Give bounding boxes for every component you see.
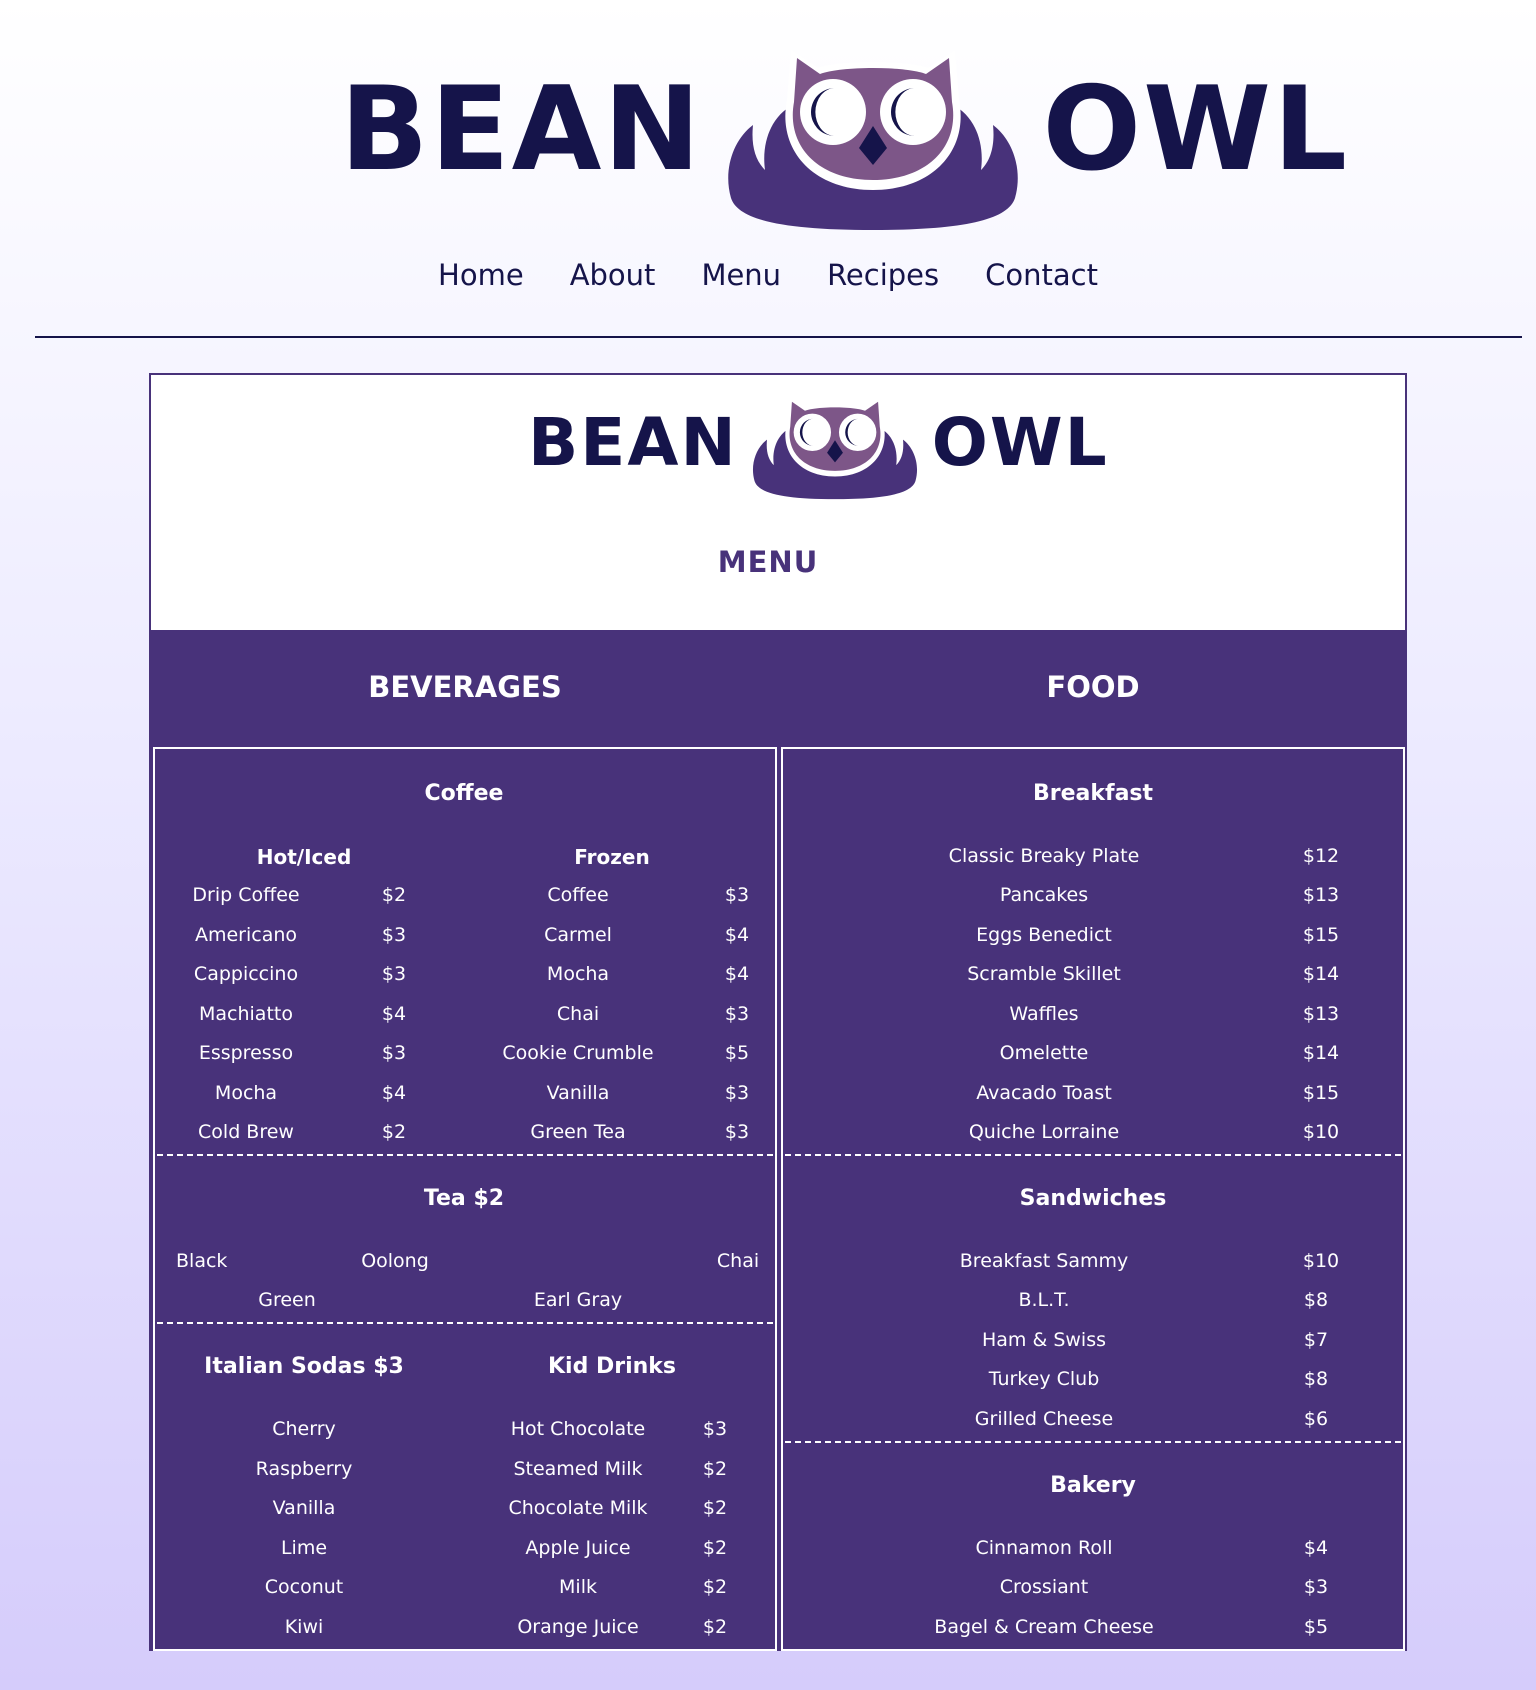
menu-item-price: $3 <box>381 963 407 985</box>
divider <box>785 1441 1401 1443</box>
menu-item-name: Cappiccino <box>193 963 299 985</box>
menu-item-price: $6 <box>1303 1408 1329 1430</box>
menu-item-price: $12 <box>1302 845 1340 867</box>
frozen-heading: Frozen <box>574 845 650 869</box>
coffee-heading: Coffee <box>424 781 504 806</box>
menu-item-price: $3 <box>724 1121 750 1143</box>
italian-sodas-heading: Italian Sodas $3 <box>204 1354 404 1379</box>
menu-item-price: $8 <box>1303 1368 1329 1390</box>
menu-item-price: $13 <box>1302 1003 1340 1025</box>
food-heading: FOOD <box>1046 670 1140 704</box>
site-logo[interactable] <box>340 30 1349 230</box>
menu-item-name: Grilled Cheese <box>974 1408 1114 1430</box>
header-divider <box>35 336 1522 338</box>
menu-item-name: Green Tea <box>530 1121 626 1143</box>
menu-item-name: Crossiant <box>999 1576 1089 1598</box>
soda-item: Coconut <box>264 1576 344 1598</box>
logo-word-right: OWL <box>931 403 1109 481</box>
menu-item-name: Chai <box>556 1003 600 1025</box>
divider <box>785 1154 1401 1156</box>
menu-item-price: $14 <box>1302 1042 1340 1064</box>
hot-iced-heading: Hot/Iced <box>256 845 352 869</box>
menu-item-name: Classic Breaky Plate <box>948 845 1140 867</box>
menu-item-price: $2 <box>702 1616 728 1638</box>
bakery-heading: Bakery <box>1050 1473 1136 1498</box>
nav-home[interactable]: Home <box>438 258 524 292</box>
menu-item-name: Drip Coffee <box>192 884 300 906</box>
menu-item-name: Chocolate Milk <box>508 1497 648 1519</box>
menu-item-name: Eggs Benedict <box>976 924 1112 946</box>
nav-contact[interactable]: Contact <box>985 258 1098 292</box>
menu-item-name: Carmel <box>544 924 612 946</box>
menu-item-price: $7 <box>1303 1329 1329 1351</box>
menu-item-price: $2 <box>381 1121 407 1143</box>
menu-item-price: $2 <box>702 1458 728 1480</box>
menu-item-name: Esspresso <box>198 1042 294 1064</box>
menu-item-name: Omelette <box>999 1042 1089 1064</box>
kid-drinks-heading: Kid Drinks <box>547 1354 677 1379</box>
tea-item: Chai <box>716 1250 760 1272</box>
menu-item-name: Apple Juice <box>525 1537 631 1559</box>
menu-item-price: $2 <box>702 1537 728 1559</box>
menu-item-name: Vanilla <box>546 1082 610 1104</box>
menu-item-name: Cinnamon Roll <box>975 1537 1113 1559</box>
tea-item: Black <box>176 1250 228 1272</box>
nav-menu[interactable]: Menu <box>701 258 782 292</box>
menu-item-name: Orange Juice <box>517 1616 639 1638</box>
tea-item: Oolong <box>361 1250 429 1272</box>
divider <box>157 1154 773 1156</box>
menu-item-price: $3 <box>381 924 407 946</box>
menu-item-name: Scramble Skillet <box>967 963 1121 985</box>
logo-word-left: BEAN <box>528 403 738 481</box>
divider <box>157 1322 773 1324</box>
nav-about[interactable]: About <box>569 258 656 292</box>
menu-item-price: $3 <box>724 884 750 906</box>
sandwiches-heading: Sandwiches <box>1019 1186 1167 1211</box>
menu-item-price: $10 <box>1302 1250 1340 1272</box>
soda-item: Raspberry <box>255 1458 353 1480</box>
menu-item-name: Ham & Swiss <box>981 1329 1107 1351</box>
tea-item: Green <box>258 1289 316 1311</box>
soda-item: Lime <box>280 1537 328 1559</box>
menu-item-price: $2 <box>702 1576 728 1598</box>
menu-item-name: Machiatto <box>199 1003 293 1025</box>
card-logo <box>528 385 1109 500</box>
menu-item-price: $4 <box>724 924 750 946</box>
menu-item-name: Breakfast Sammy <box>959 1250 1129 1272</box>
menu-item-price: $15 <box>1302 1082 1340 1104</box>
menu-item-price: $3 <box>702 1418 728 1440</box>
menu-item-name: Cookie Crumble <box>502 1042 654 1064</box>
menu-item-price: $5 <box>724 1042 750 1064</box>
breakfast-heading: Breakfast <box>1032 781 1154 806</box>
menu-item-name: B.L.T. <box>1018 1289 1070 1311</box>
menu-item-price: $3 <box>1303 1576 1329 1598</box>
menu-item-name: Steamed Milk <box>513 1458 643 1480</box>
nav-recipes[interactable]: Recipes <box>827 258 940 292</box>
owl-icon <box>750 385 920 500</box>
owl-icon <box>723 30 1023 230</box>
menu-heading: MENU <box>717 545 819 579</box>
menu-item-name: Avacado Toast <box>976 1082 1112 1104</box>
main-nav <box>0 258 1536 292</box>
menu-item-name: Hot Chocolate <box>510 1418 646 1440</box>
menu-item-price: $8 <box>1303 1289 1329 1311</box>
menu-item-price: $13 <box>1302 884 1340 906</box>
menu-item-name: Mocha <box>214 1082 278 1104</box>
menu-item-name: Cold Brew <box>198 1121 294 1143</box>
soda-item: Cherry <box>272 1418 336 1440</box>
menu-item-price: $4 <box>1303 1537 1329 1559</box>
soda-item: Vanilla <box>272 1497 336 1519</box>
menu-item-name: Turkey Club <box>988 1368 1100 1390</box>
menu-item-name: Quiche Lorraine <box>968 1121 1120 1143</box>
menu-item-name: Pancakes <box>999 884 1089 906</box>
menu-item-price: $4 <box>724 963 750 985</box>
menu-item-name: Bagel & Cream Cheese <box>934 1616 1154 1638</box>
menu-item-price: $5 <box>1303 1616 1329 1638</box>
menu-item-price: $3 <box>724 1003 750 1025</box>
menu-item-price: $2 <box>381 884 407 906</box>
beverages-heading: BEVERAGES <box>368 670 562 704</box>
menu-item-name: Americano <box>194 924 298 946</box>
menu-item-name: Coffee <box>547 884 609 906</box>
menu-item-price: $4 <box>381 1003 407 1025</box>
menu-item-price: $14 <box>1302 963 1340 985</box>
menu-item-price: $3 <box>381 1042 407 1064</box>
menu-item-price: $10 <box>1302 1121 1340 1143</box>
menu-item-price: $15 <box>1302 924 1340 946</box>
menu-item-price: $2 <box>702 1497 728 1519</box>
menu-item-name: Milk <box>559 1576 597 1598</box>
menu-item-name: Mocha <box>546 963 610 985</box>
menu-item-price: $3 <box>724 1082 750 1104</box>
tea-heading: Tea $2 <box>423 1186 505 1211</box>
soda-item: Kiwi <box>284 1616 324 1638</box>
menu-item-name: Waffles <box>1009 1003 1079 1025</box>
logo-word-right: OWL <box>1042 62 1349 197</box>
tea-item: Earl Gray <box>533 1289 623 1311</box>
logo-word-left: BEAN <box>340 62 703 197</box>
menu-item-price: $4 <box>381 1082 407 1104</box>
